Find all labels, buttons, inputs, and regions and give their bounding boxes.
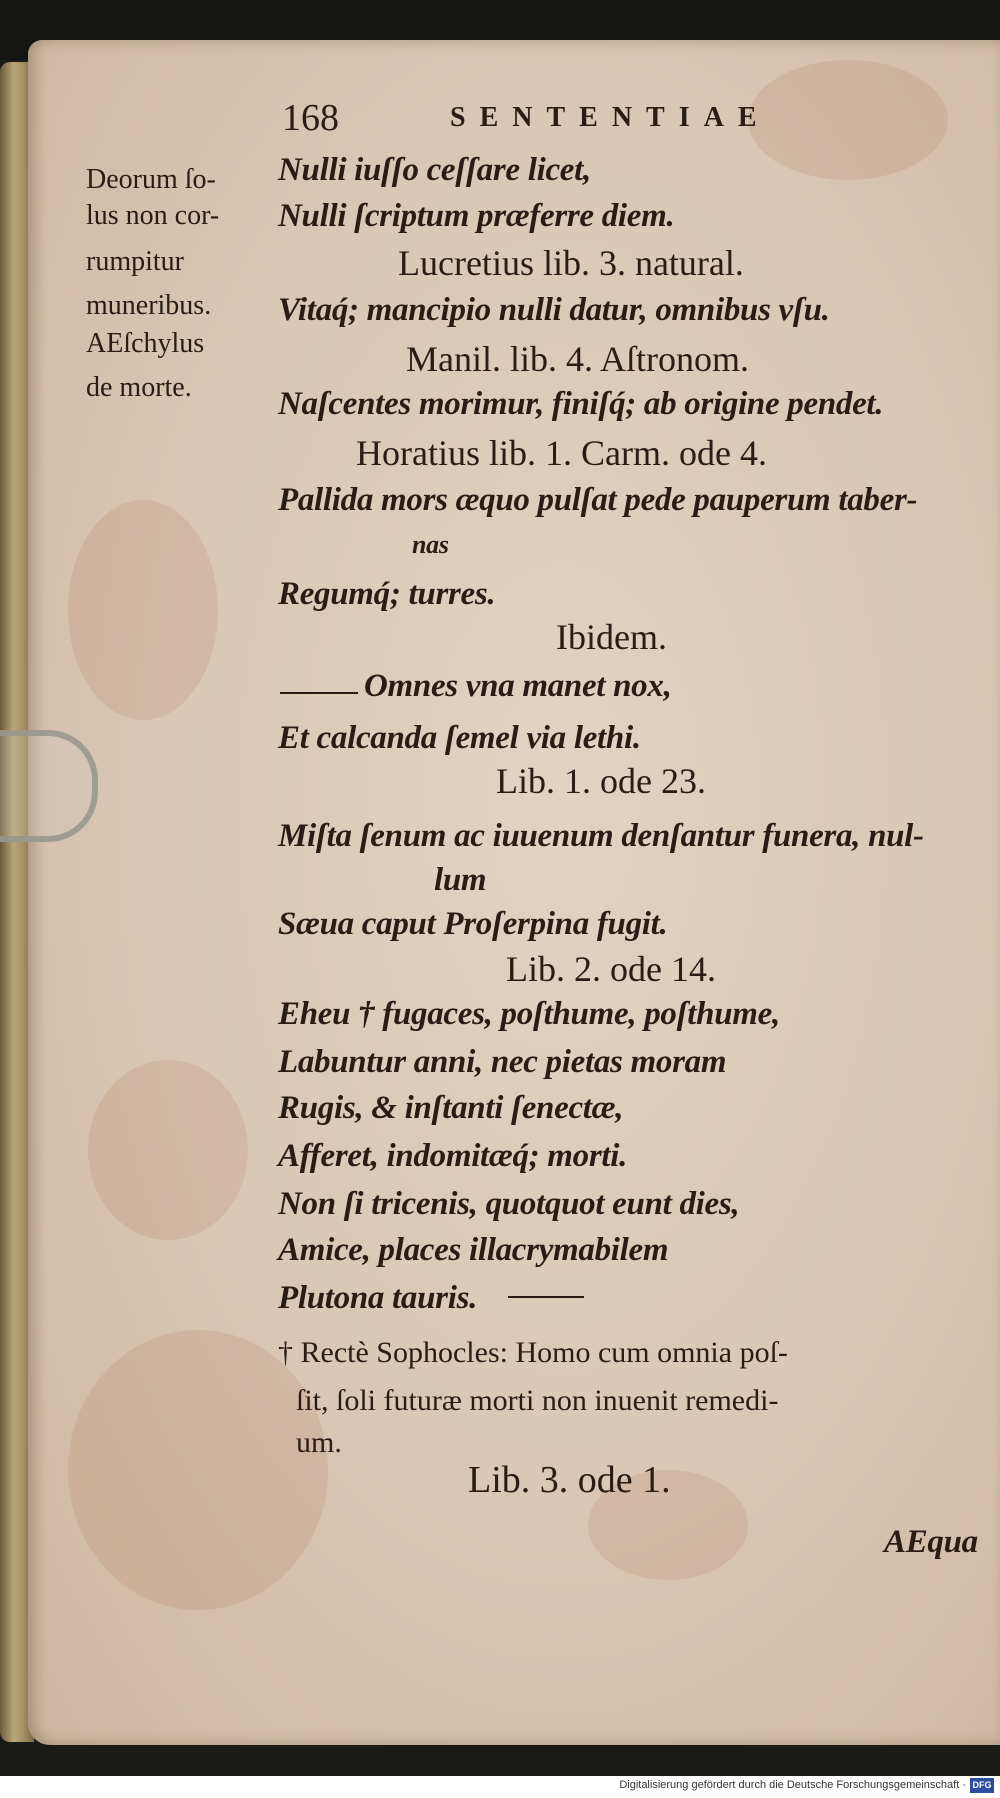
funding-notice: Digitalisierung gefördert durch die Deutsche Forschungsgemeinschaft · [619, 1779, 966, 1791]
verse-line: nas [412, 530, 449, 559]
margin-note-line: AEſchylus [86, 328, 205, 359]
stain [88, 1060, 248, 1240]
source-heading: Lib. 3. ode 1. [468, 1459, 671, 1501]
margin-note-line: rumpitur [86, 246, 184, 277]
verse-line: Regumq́; turres. [278, 576, 496, 612]
verse-line: Et calcanda ſemel via lethi. [278, 720, 641, 756]
verse-line: Pallida mors æquo pulſat pede pauperum taber- [278, 482, 918, 518]
footnote-line: † Rectè Sophocles: Homo cum omnia poſ- [278, 1336, 788, 1369]
verse-line: Sæua caput Proſerpina fugit. [278, 906, 668, 942]
dash-rule [508, 1296, 584, 1298]
page-number: 168 [282, 97, 339, 139]
verse-line: Omnes vna manet nox, [364, 668, 672, 704]
verse-line: Miſta ſenum ac iuuenum denſantur funera, nul- [278, 818, 924, 854]
footnote-line: um. [296, 1426, 342, 1459]
verse-line: Vitaq́; mancipio nulli datur, omnibus vſu. [278, 292, 830, 328]
footnote-line: ſit, ſoli futuræ morti non inuenit remedi- [296, 1384, 779, 1417]
dash-rule [280, 692, 358, 694]
verse-line: Labuntur anni, nec pietas moram [278, 1044, 727, 1080]
verse-line: Naſcentes morimur, finiſq́; ab origine pendet. [278, 386, 884, 422]
margin-note-line: muneribus. [86, 290, 212, 321]
dfg-logo: DFG [970, 1778, 994, 1793]
verse-line: lum [434, 862, 487, 898]
source-heading: Lucretius lib. 3. natural. [398, 243, 744, 283]
verse-line: Afferet, indomitæq́; morti. [278, 1138, 628, 1174]
source-heading: Horatius lib. 1. Carm. ode 4. [356, 433, 767, 473]
verse-line: Rugis, & inſtanti ſenectæ, [278, 1090, 624, 1126]
running-head: SENTENTIAE [450, 102, 771, 133]
margin-note-line: de morte. [86, 372, 192, 403]
source-heading: Lib. 1. ode 23. [496, 761, 706, 801]
stain [68, 1330, 328, 1610]
verse-line: Plutona tauris. [278, 1280, 478, 1316]
verse-line: Amice, places illacrymabilem [278, 1232, 669, 1268]
source-heading: Manil. lib. 4. Aſtronom. [406, 339, 750, 379]
stain [68, 500, 218, 720]
stain [748, 60, 948, 180]
source-heading: Ibidem. [556, 617, 667, 657]
verse-line: Nulli iuſſo ceſſare licet, [278, 152, 591, 188]
catchword: AEqua [884, 1524, 978, 1560]
verse-line: Nulli ſcriptum præferre diem. [278, 198, 675, 234]
verse-line: Eheu † fugaces, poſthume, poſthume, [278, 996, 780, 1032]
margin-note-line: lus non cor- [86, 200, 220, 231]
margin-note-line: Deorum ſo- [86, 164, 216, 195]
verse-line: Non ſi tricenis, quotquot eunt dies, [278, 1186, 740, 1222]
source-heading: Lib. 2. ode 14. [506, 949, 716, 989]
page-clip [0, 730, 98, 842]
